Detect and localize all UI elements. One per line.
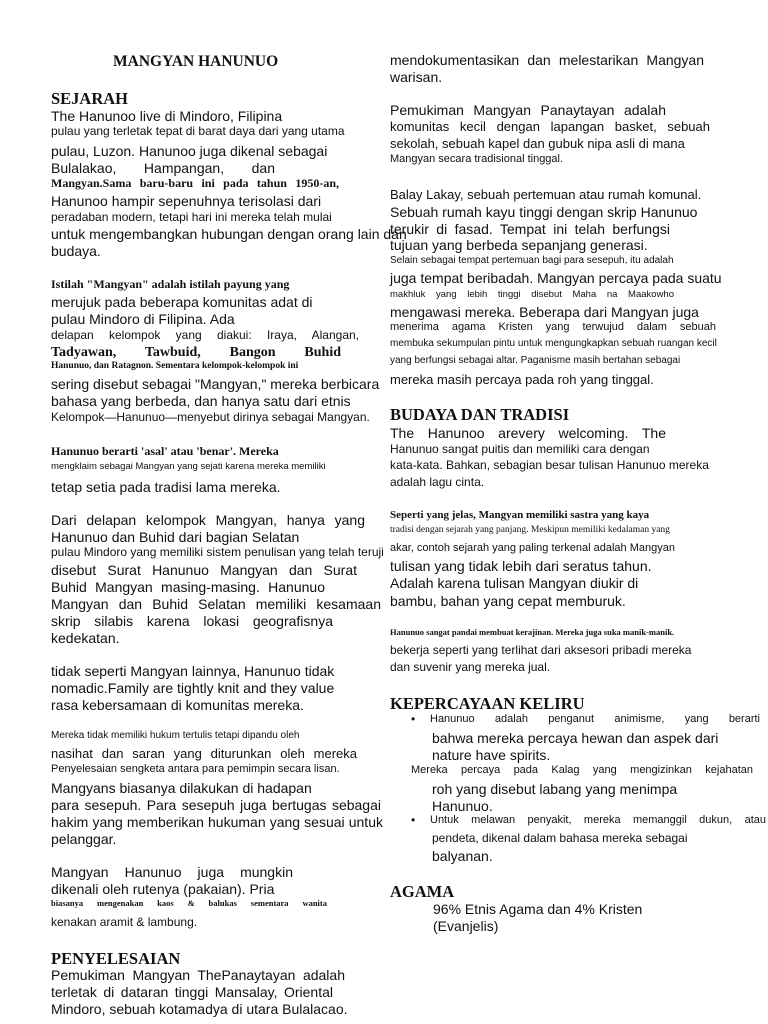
text-line: Mangyan.Sama baru-baru ini pada tahun 1950-an, <box>51 176 339 190</box>
text-line: akar, contoh sejarah yang paling terkenal adalah Mangyan <box>390 542 675 554</box>
text-line: mengklaim sebagai Mangyan yang sejati karena mereka memiliki <box>51 461 326 472</box>
text-line: nasihat dan saran yang diturunkan oleh mereka <box>51 746 357 761</box>
text-line: Mangyans biasanya dilakukan di hadapan <box>51 780 312 796</box>
text-line: kata-kata. Bahkan, sebagian besar tulisan Hanunuo mereka <box>390 458 709 472</box>
text-line: para sesepuh. Para sesepuh juga bertugas sebagai <box>51 797 381 813</box>
text-line: bekerja seperti yang terlihat dari aksesori pribadi mereka <box>390 643 692 657</box>
text-line: pendeta, dikenal dalam bahasa mereka sebagai <box>432 831 688 845</box>
text-line: komunitas kecil dengan lapangan basket, sebuah <box>390 119 710 134</box>
text-line: Seperti yang jelas, Mangyan memiliki sastra yang kaya <box>390 509 650 521</box>
text-line: bahasa yang berbeda, dan hanya satu dari etnis <box>51 393 351 409</box>
text-line: Hanunuo sangat puitis dan memiliki cara dengan <box>390 442 650 456</box>
text-line: Bulalakao, Hampangan, dan <box>51 160 275 176</box>
document-title: MANGYAN HANUNUO <box>113 53 279 70</box>
bullet-marker: • <box>411 813 416 827</box>
heading-agama: AGAMA <box>390 882 455 901</box>
text-line: warisan. <box>390 69 443 85</box>
text-line: Buhid Mangyan masing-masing. Hanunuo <box>51 579 325 595</box>
heading-penyelesaian: PENYELESAIAN <box>51 949 181 968</box>
text-line: 96% Etnis Agama dan 4% Kristen <box>433 901 643 917</box>
heading-budaya-dan-tradisi: BUDAYA DAN TRADISI <box>390 405 570 424</box>
text-line: adalah lagu cinta. <box>390 475 485 489</box>
text-line: dikenali oleh rutenya (pakaian). Pria <box>51 881 275 897</box>
heading-sejarah: SEJARAH <box>51 89 129 108</box>
text-line: pulau Mindoro di Filipina. Ada <box>51 311 235 327</box>
text-line: Hanunuo dan Buhid dari bagian Selatan <box>51 529 300 545</box>
text-line: terletak di dataran tinggi Mansalay, Oriental <box>51 984 333 1000</box>
text-line: delapan kelompok yang diakui: Iraya, Alangan, <box>51 328 359 342</box>
text-line: merujuk pada beberapa komunitas adat di <box>51 294 313 310</box>
text-line: roh yang disebut labang yang menimpa <box>432 781 678 797</box>
text-line: skrip silabis karena lokasi geografisnya <box>51 613 333 629</box>
text-line: Mangyan dan Buhid Selatan memiliki kesamaan <box>51 596 381 612</box>
text-line: yang berfungsi sebagai altar. Paganisme masih bertahan sebagai <box>390 355 681 366</box>
text-line: Hanunuo, dan Ratagnon. Sementara kelompok-kelompok ini <box>51 361 299 371</box>
text-line: hakim yang memberikan hukuman yang sesuai untuk <box>51 814 383 830</box>
text-line: Pemukiman Mangyan Panaytayan adalah <box>390 102 666 118</box>
text-line: Selain sebagai tempat pertemuan bagi para sesepuh, itu adalah <box>390 255 674 266</box>
text-line: Kelompok—Hanunuo—menyebut dirinya sebagai Mangyan. <box>51 410 370 424</box>
text-line: Dari delapan kelompok Mangyan, hanya yang <box>51 512 365 528</box>
text-line: Hanunuo berarti 'asal' atau 'benar'. Mereka <box>51 444 279 458</box>
text-line: Hanunuo. <box>432 798 493 814</box>
text-line: membuka sekumpulan pintu untuk mengungkapkan sebuah ruangan kecil <box>390 338 717 349</box>
text-line: Untuk melawan penyakit, mereka memanggil dukun, atau <box>430 814 766 826</box>
text-line: mendokumentasikan dan melestarikan Mangyan <box>390 52 704 68</box>
text-line: Pemukiman Mangyan ThePanaytayan adalah <box>51 967 345 983</box>
text-line: juga tempat beribadah. Mangyan percaya pada suatu <box>390 270 722 286</box>
text-line: pelanggar. <box>51 831 117 847</box>
text-line: Istilah "Mangyan" adalah istilah payung yang <box>51 277 290 291</box>
bullet-marker: • <box>411 712 416 726</box>
text-line: dan suvenir yang mereka jual. <box>390 660 551 674</box>
text-line: Mereka tidak memiliki hukum tertulis tetapi dipandu oleh <box>51 730 300 741</box>
text-line: mengawasi mereka. Beberapa dari Mangyan juga <box>390 304 699 320</box>
text-line: nature have spirits. <box>432 747 551 763</box>
text-line: untuk mengembangkan hubungan dengan orang lain dan <box>51 226 407 242</box>
text-line: kedekatan. <box>51 630 120 646</box>
text-line: tulisan yang tidak lebih dari seratus tahun. <box>390 558 652 574</box>
text-line: The Hanunoo live di Mindoro, Filipina <box>51 108 283 124</box>
text-line: Mangyan Hanunuo juga mungkin <box>51 864 293 880</box>
text-line: rasa kebersamaan di komunitas mereka. <box>51 697 304 713</box>
text-line: The Hanunoo arevery welcoming. The <box>390 425 666 441</box>
text-line: terukir di fasad. Tempat ini telah berfungsi <box>390 221 670 237</box>
text-line: budaya. <box>51 243 101 259</box>
text-line: sekolah, sebuah kapel dan gubuk nipa asli di mana <box>390 136 685 151</box>
text-line: bahwa mereka percaya hewan dan aspek dari <box>432 730 719 746</box>
text-line: peradaban modern, tetapi hari ini mereka telah mulai <box>51 210 332 224</box>
text-line: Mangyan secara tradisional tinggal. <box>390 153 564 165</box>
text-line: disebut Surat Hanunuo Mangyan dan Surat <box>51 562 357 578</box>
text-line: Hanunuo adalah penganut animisme, yang berarti <box>430 713 760 725</box>
text-line: tidak seperti Mangyan lainnya, Hanunuo tidak <box>51 663 335 679</box>
text-line: Mindoro, sebuah kotamadya di utara Bulalacao. <box>51 1001 348 1017</box>
heading-kepercayaan-keliru: KEPERCAYAAN KELIRU <box>390 694 585 713</box>
text-line: tujuan yang berbeda sepanjang generasi. <box>390 237 648 253</box>
text-line: pulau Mindoro yang memiliki sistem penulisan yang telah teruji <box>51 545 384 559</box>
text-line: Adalah karena tulisan Mangyan diukir di <box>390 575 639 591</box>
text-line: Mereka percaya pada Kalag yang mengizinkan kejahatan <box>411 764 753 776</box>
text-line: bambu, bahan yang cepat memburuk. <box>390 593 626 609</box>
text-line: Sebuah rumah kayu tinggi dengan skrip Hanunuo <box>390 204 698 220</box>
text-line: balyanan. <box>432 848 493 864</box>
text-line: Hanunoo hampir sepenuhnya terisolasi dari <box>51 193 322 209</box>
text-line: kenakan aramit & lambung. <box>51 915 198 929</box>
text-line: (Evanjelis) <box>433 918 499 934</box>
text-line: mereka masih percaya pada roh yang tinggal. <box>390 372 654 387</box>
text-line: Balay Lakay, sebuah pertemuan atau rumah komunal. <box>390 187 702 202</box>
text-line: tradisi dengan sejarah yang panjang. Meskipun memiliki kedalaman yang <box>390 525 670 535</box>
text-line: makhluk yang lebih tinggi disebut Maha na Maakowho <box>390 289 674 300</box>
text-line: pulau yang terletak tepat di barat daya dari yang utama <box>51 124 345 138</box>
text-line: nomadic.Family are tightly knit and they value <box>51 680 335 696</box>
text-line: tetap setia pada tradisi lama mereka. <box>51 479 281 495</box>
text-line: Tadyawan, Tawbuid, Bangon Buhid <box>51 345 341 360</box>
text-line: menerima agama Kristen yang terwujud dalam sebuah <box>390 321 716 333</box>
text-line: Hanunuo sangat pandai membuat kerajinan. Mereka juga suka manik-manik. <box>390 627 675 637</box>
text-line: Penyelesaian sengketa antara para pemimpin secara lisan. <box>51 763 340 775</box>
text-line: sering disebut sebagai "Mangyan," mereka berbicara <box>51 376 380 392</box>
text-line: biasanya mengenakan kaos & balukas sementara wanita <box>51 898 327 908</box>
text-line: pulau, Luzon. Hanunoo juga dikenal sebagai <box>51 143 328 159</box>
